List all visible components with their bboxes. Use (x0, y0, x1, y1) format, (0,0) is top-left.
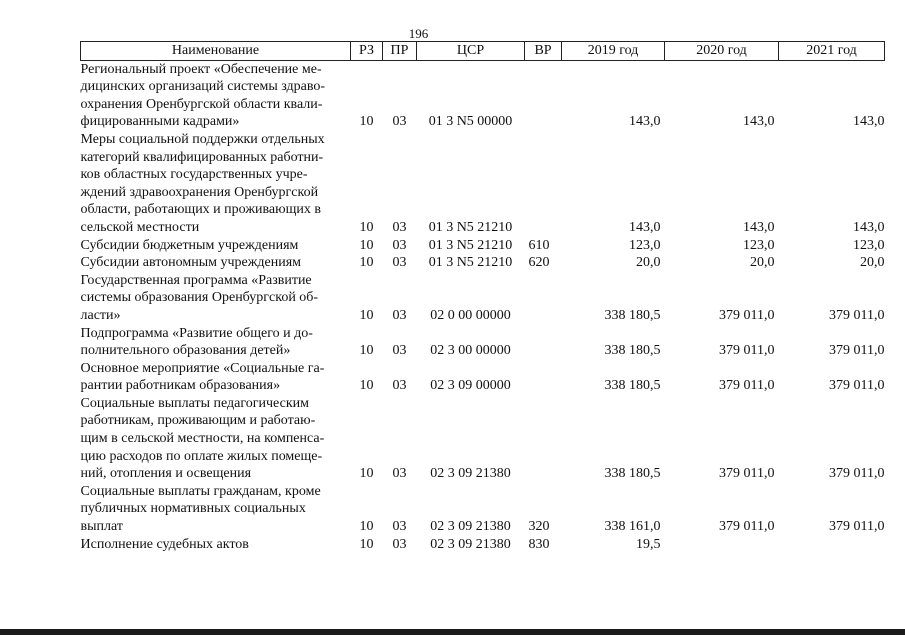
row-2020: 379 011,0 (719, 343, 775, 359)
row-2019: 123,0 (629, 237, 661, 253)
row-2019: 143,0 (629, 219, 661, 235)
table-row (81, 131, 885, 237)
row-vr (525, 395, 562, 483)
row-pr: 03 (392, 378, 407, 394)
row-rz: 10 (359, 255, 374, 271)
row-vr: 320 (528, 519, 550, 535)
row-vr (525, 325, 562, 360)
row-2021: 143,0 (853, 114, 885, 130)
page-number: 196 (408, 26, 429, 41)
row-pr: 03 (392, 114, 407, 130)
header-name: Наименование (81, 42, 351, 61)
header-rz: РЗ (351, 42, 383, 61)
row-rz: 10 (359, 237, 374, 253)
table-row (81, 536, 885, 554)
row-2019: 338 180,5 (604, 307, 661, 323)
row-csr: 02 3 00 00000 (430, 343, 511, 359)
row-pr: 03 (392, 255, 407, 271)
row-pr: 03 (392, 307, 407, 323)
row-name: Меры социальной поддержки отдельных категорий квалифицированных работни- ков областных государственных учре- ждений здравоохранения Оренбургской области, работающих и проживающих в сельской местности (80, 131, 325, 235)
row-2020: 379 011,0 (719, 519, 775, 535)
row-name: Региональный проект «Обеспечение ме- дицинских организаций системы здраво- охранения Оренбургской области квали- фицированными кадрами» (80, 61, 326, 130)
row-csr: 01 3 N5 21210 (428, 237, 513, 253)
row-rz: 10 (359, 378, 374, 394)
row-2021: 379 011,0 (829, 307, 885, 323)
row-vr (525, 360, 562, 395)
table-row (81, 360, 885, 395)
budget-table (80, 41, 885, 553)
row-2021: 123,0 (853, 237, 885, 253)
row-rz: 10 (359, 114, 374, 130)
row-csr: 02 3 09 21380 (430, 519, 511, 535)
table-row (81, 325, 885, 360)
table-row (81, 483, 885, 536)
header-vr: ВР (525, 42, 562, 61)
row-vr: 830 (528, 536, 550, 552)
header-pr: ПР (383, 42, 417, 61)
table-row (81, 60, 885, 131)
row-vr: 610 (528, 237, 550, 253)
row-vr (525, 131, 562, 237)
row-rz: 10 (359, 536, 374, 552)
table-header (81, 42, 885, 61)
row-name: Субсидии автономным учреждениям (80, 255, 302, 271)
scan-edge-bar (0, 629, 905, 635)
header-row (81, 42, 885, 61)
row-vr: 620 (528, 255, 550, 271)
header-2021: 2021 год (779, 42, 885, 61)
row-rz: 10 (359, 307, 374, 323)
row-2020: 379 011,0 (719, 307, 775, 323)
row-2021 (779, 536, 885, 554)
row-2020: 143,0 (743, 114, 775, 130)
row-name: Социальные выплаты гражданам, кроме публичных нормативных социальных выплат (80, 483, 321, 535)
row-csr: 01 3 N5 21210 (428, 219, 513, 235)
header-2019: 2019 год (562, 42, 665, 61)
row-csr: 01 3 N5 21210 (428, 255, 513, 271)
row-2020 (665, 536, 779, 554)
row-2021: 379 011,0 (829, 519, 885, 535)
row-csr: 02 3 09 21380 (430, 466, 511, 482)
table-row (81, 237, 885, 255)
header-csr: ЦСР (417, 42, 525, 61)
row-pr: 03 (392, 536, 407, 552)
row-name: Государственная программа «Развитие системы образования Оренбургской об- ласти» (80, 272, 319, 323)
row-pr: 03 (392, 519, 407, 535)
row-2021: 20,0 (860, 255, 885, 271)
row-rz: 10 (359, 466, 374, 482)
row-rz: 10 (359, 219, 374, 235)
row-rz: 10 (359, 343, 374, 359)
row-name: Социальные выплаты педагогическим работникам, проживающим и работаю- щим в сельской местности, на компенса- цию расходов по оплате жилых помеще- ний, отопления и освещения (80, 395, 325, 482)
row-2019: 19,5 (636, 536, 661, 552)
row-2019: 338 161,0 (604, 519, 661, 535)
table-row (81, 254, 885, 272)
header-2020: 2020 год (665, 42, 779, 61)
row-2021: 379 011,0 (829, 378, 885, 394)
row-2019: 338 180,5 (604, 378, 661, 394)
row-csr: 01 3 N5 00000 (428, 114, 513, 130)
row-csr: 02 3 09 00000 (430, 378, 511, 394)
table-row (81, 272, 885, 325)
table-row (81, 395, 885, 483)
row-2019: 20,0 (636, 255, 661, 271)
row-pr: 03 (392, 466, 407, 482)
row-2020: 379 011,0 (719, 378, 775, 394)
row-pr: 03 (392, 237, 407, 253)
row-2020: 123,0 (743, 237, 775, 253)
row-2019: 143,0 (629, 114, 661, 130)
row-csr: 02 3 09 21380 (430, 536, 511, 552)
row-2021: 143,0 (853, 219, 885, 235)
table-body (81, 60, 885, 553)
row-2021: 379 011,0 (829, 466, 885, 482)
row-pr: 03 (392, 343, 407, 359)
row-2021: 379 011,0 (829, 343, 885, 359)
row-2020: 143,0 (743, 219, 775, 235)
row-vr (525, 272, 562, 325)
row-name: Подпрограмма «Развитие общего и до- полнительного образования детей» (80, 325, 313, 359)
row-csr: 02 0 00 00000 (430, 307, 511, 323)
row-pr: 03 (392, 219, 407, 235)
row-2020: 379 011,0 (719, 466, 775, 482)
row-vr (525, 60, 562, 131)
row-2020: 20,0 (750, 255, 775, 271)
row-name: Основное мероприятие «Социальные га- рантии работникам образования» (80, 360, 325, 394)
row-name: Исполнение судебных актов (80, 536, 249, 552)
row-rz: 10 (359, 519, 374, 535)
row-name: Субсидии бюджетным учреждениям (80, 237, 299, 253)
row-2019: 338 180,5 (604, 343, 661, 359)
row-2019: 338 180,5 (604, 466, 661, 482)
